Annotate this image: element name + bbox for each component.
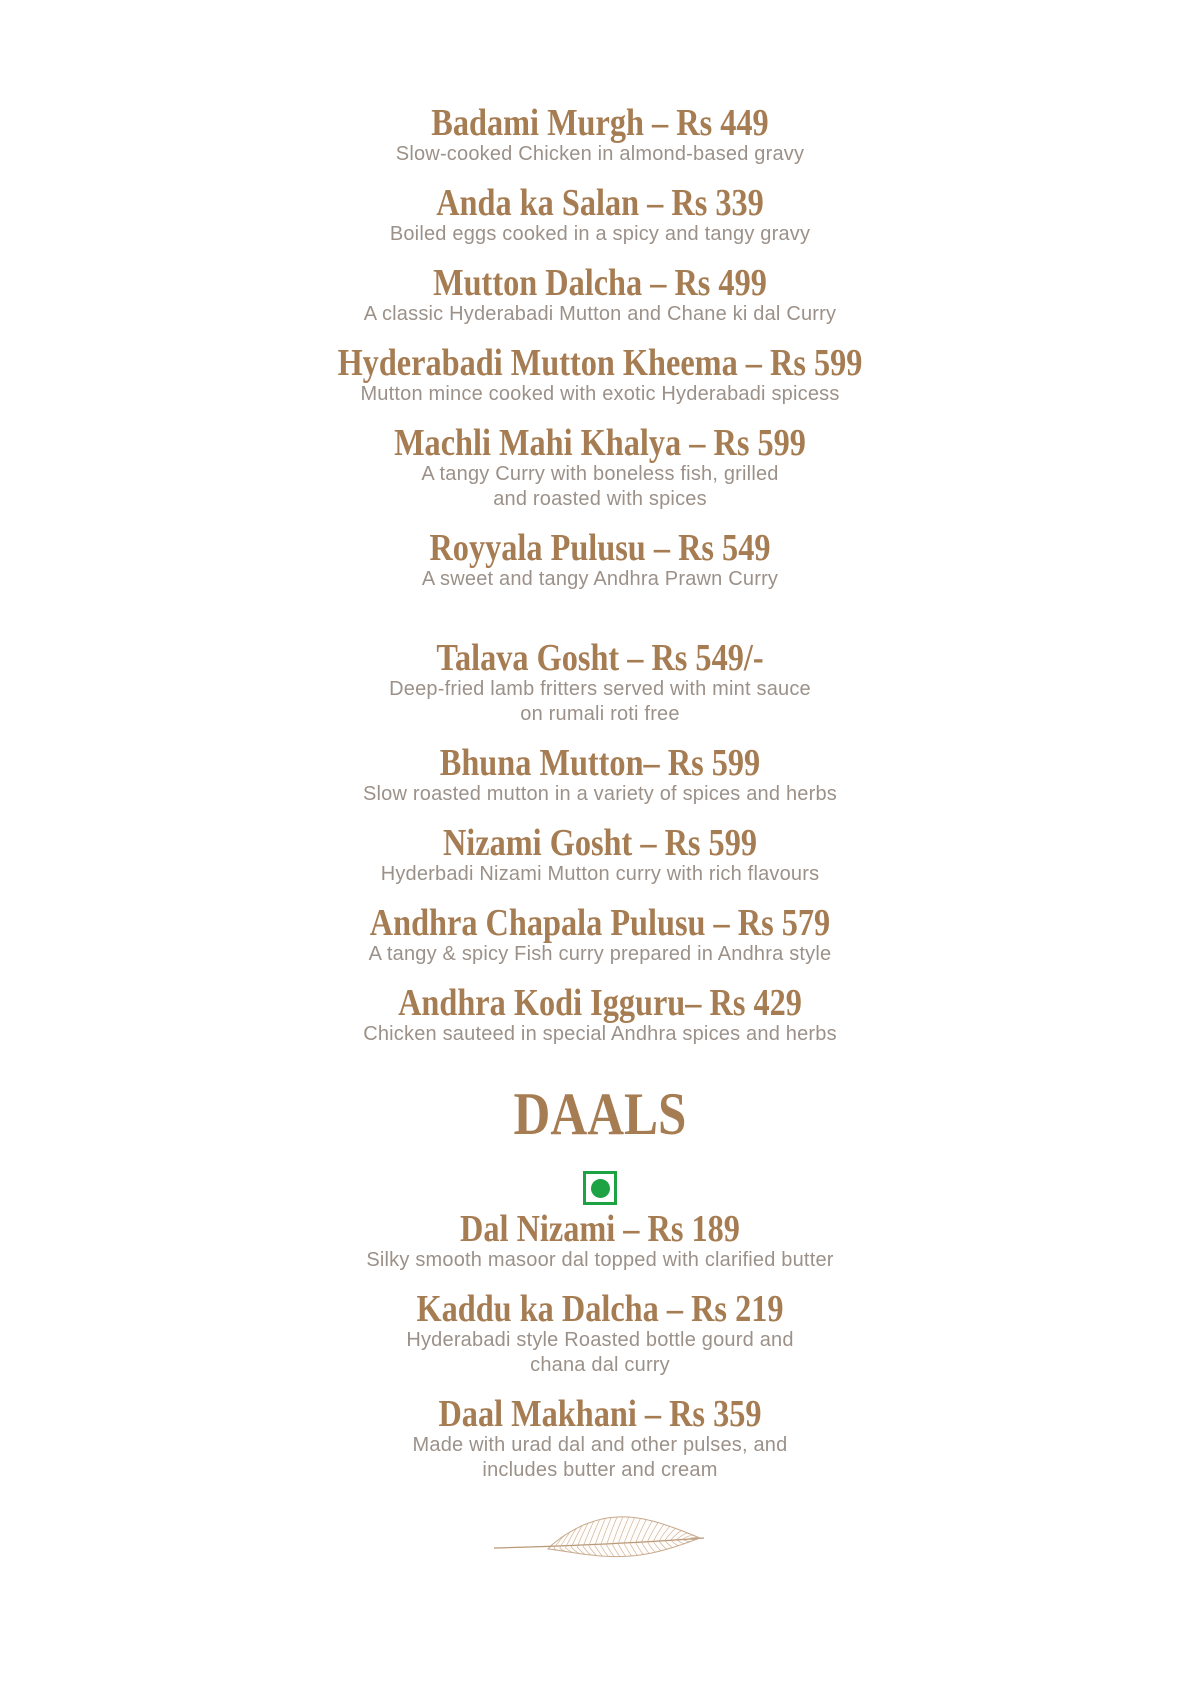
menu-item-title: Machli Mahi Khalya – Rs 599 (394, 422, 806, 464)
menu-item (150, 184, 1050, 247)
menu-item-description-line: Chicken sauteed in special Andhra spices and herbs (363, 1023, 837, 1045)
menu-item-description (150, 782, 1050, 807)
menu-item-description-line: A classic Hyderabadi Mutton and Chane ki dal Curry (363, 303, 837, 325)
menu-item-description (150, 862, 1050, 887)
menu-item-description-line: Silky smooth masoor dal topped with clarified butter (366, 1249, 834, 1271)
menu-item (150, 904, 1050, 967)
section-title-daals: DAALS (513, 1081, 687, 1147)
menu-list-main (150, 104, 1050, 1047)
menu-item (150, 529, 1050, 592)
menu-item (150, 1210, 1050, 1273)
menu-item-title: Bhuna Mutton– Rs 599 (439, 742, 761, 784)
feather-illustration (490, 1500, 710, 1572)
menu-item (150, 424, 1050, 512)
menu-item-description-line: Slow roasted mutton in a variety of spices and herbs (363, 783, 837, 805)
veg-dot-icon (591, 1179, 610, 1198)
veg-indicator-icon (583, 1171, 617, 1205)
menu-item-title: Royyala Pulusu – Rs 549 (429, 527, 771, 569)
menu-item-description-line: Boiled eggs cooked in a spicy and tangy gravy (389, 223, 811, 245)
menu-item-description (150, 142, 1050, 167)
menu-list-daals (150, 1210, 1050, 1483)
menu-item-description (150, 942, 1050, 967)
menu-item-description-line: Slow-cooked Chicken in almond-based gravy (395, 143, 805, 165)
menu-page (150, 0, 1050, 1572)
menu-item-description-line: A sweet and tangy Andhra Prawn Curry (421, 568, 779, 590)
menu-item-title: Badami Murgh – Rs 449 (431, 102, 769, 144)
menu-item-description (150, 677, 1050, 727)
menu-item (150, 639, 1050, 727)
menu-item (150, 824, 1050, 887)
feather-icon (490, 1500, 710, 1572)
menu-item-description-line: A tangy Curry with boneless fish, grilled (421, 463, 779, 485)
menu-item-title: Andhra Kodi Igguru– Rs 429 (398, 982, 802, 1024)
menu-item-description-line: A tangy & spicy Fish curry prepared in Andhra style (368, 943, 832, 965)
menu-item-title: Anda ka Salan – Rs 339 (436, 182, 764, 224)
menu-item-description-line: Made with urad dal and other pulses, and (412, 1434, 788, 1456)
menu-item-title: Nizami Gosht – Rs 599 (442, 822, 758, 864)
menu-item-description (150, 382, 1050, 407)
menu-item-title: Talava Gosht – Rs 549/- (436, 637, 764, 679)
menu-item (150, 984, 1050, 1047)
menu-item-description-line: and roasted with spices (493, 488, 707, 510)
menu-item-title: Andhra Chapala Pulusu – Rs 579 (369, 902, 831, 944)
menu-item-description (150, 1328, 1050, 1378)
menu-item-description-line: Hyderbadi Nizami Mutton curry with rich flavours (380, 863, 820, 885)
menu-item-description-line: includes butter and cream (482, 1459, 718, 1481)
menu-item-description-line: Mutton mince cooked with exotic Hyderabadi spicess (360, 383, 840, 405)
menu-item (150, 1395, 1050, 1483)
menu-item-title: Mutton Dalcha – Rs 499 (433, 262, 767, 304)
menu-item-description-line: Hyderabadi style Roasted bottle gourd and (406, 1329, 794, 1351)
menu-item-description (150, 302, 1050, 327)
menu-item-title: Hyderabadi Mutton Kheema – Rs 599 (337, 342, 863, 384)
menu-item-description-line: Deep-fried lamb fritters served with mint sauce (389, 678, 811, 700)
menu-item-description-line: chana dal curry (530, 1354, 670, 1376)
menu-item-description-line: on rumali roti free (520, 703, 680, 725)
menu-item (150, 264, 1050, 327)
menu-item-description (150, 1022, 1050, 1047)
menu-item-description (150, 462, 1050, 512)
menu-item-title: Daal Makhani – Rs 359 (438, 1393, 762, 1435)
menu-item (150, 104, 1050, 167)
menu-item-description (150, 1248, 1050, 1273)
menu-item-title: Kaddu ka Dalcha – Rs 219 (416, 1288, 784, 1330)
menu-item-title: Dal Nizami – Rs 189 (460, 1208, 740, 1250)
menu-item (150, 1290, 1050, 1378)
menu-item-description (150, 1433, 1050, 1483)
menu-item (150, 744, 1050, 807)
menu-item-description (150, 567, 1050, 592)
menu-item-description (150, 222, 1050, 247)
menu-item (150, 344, 1050, 407)
